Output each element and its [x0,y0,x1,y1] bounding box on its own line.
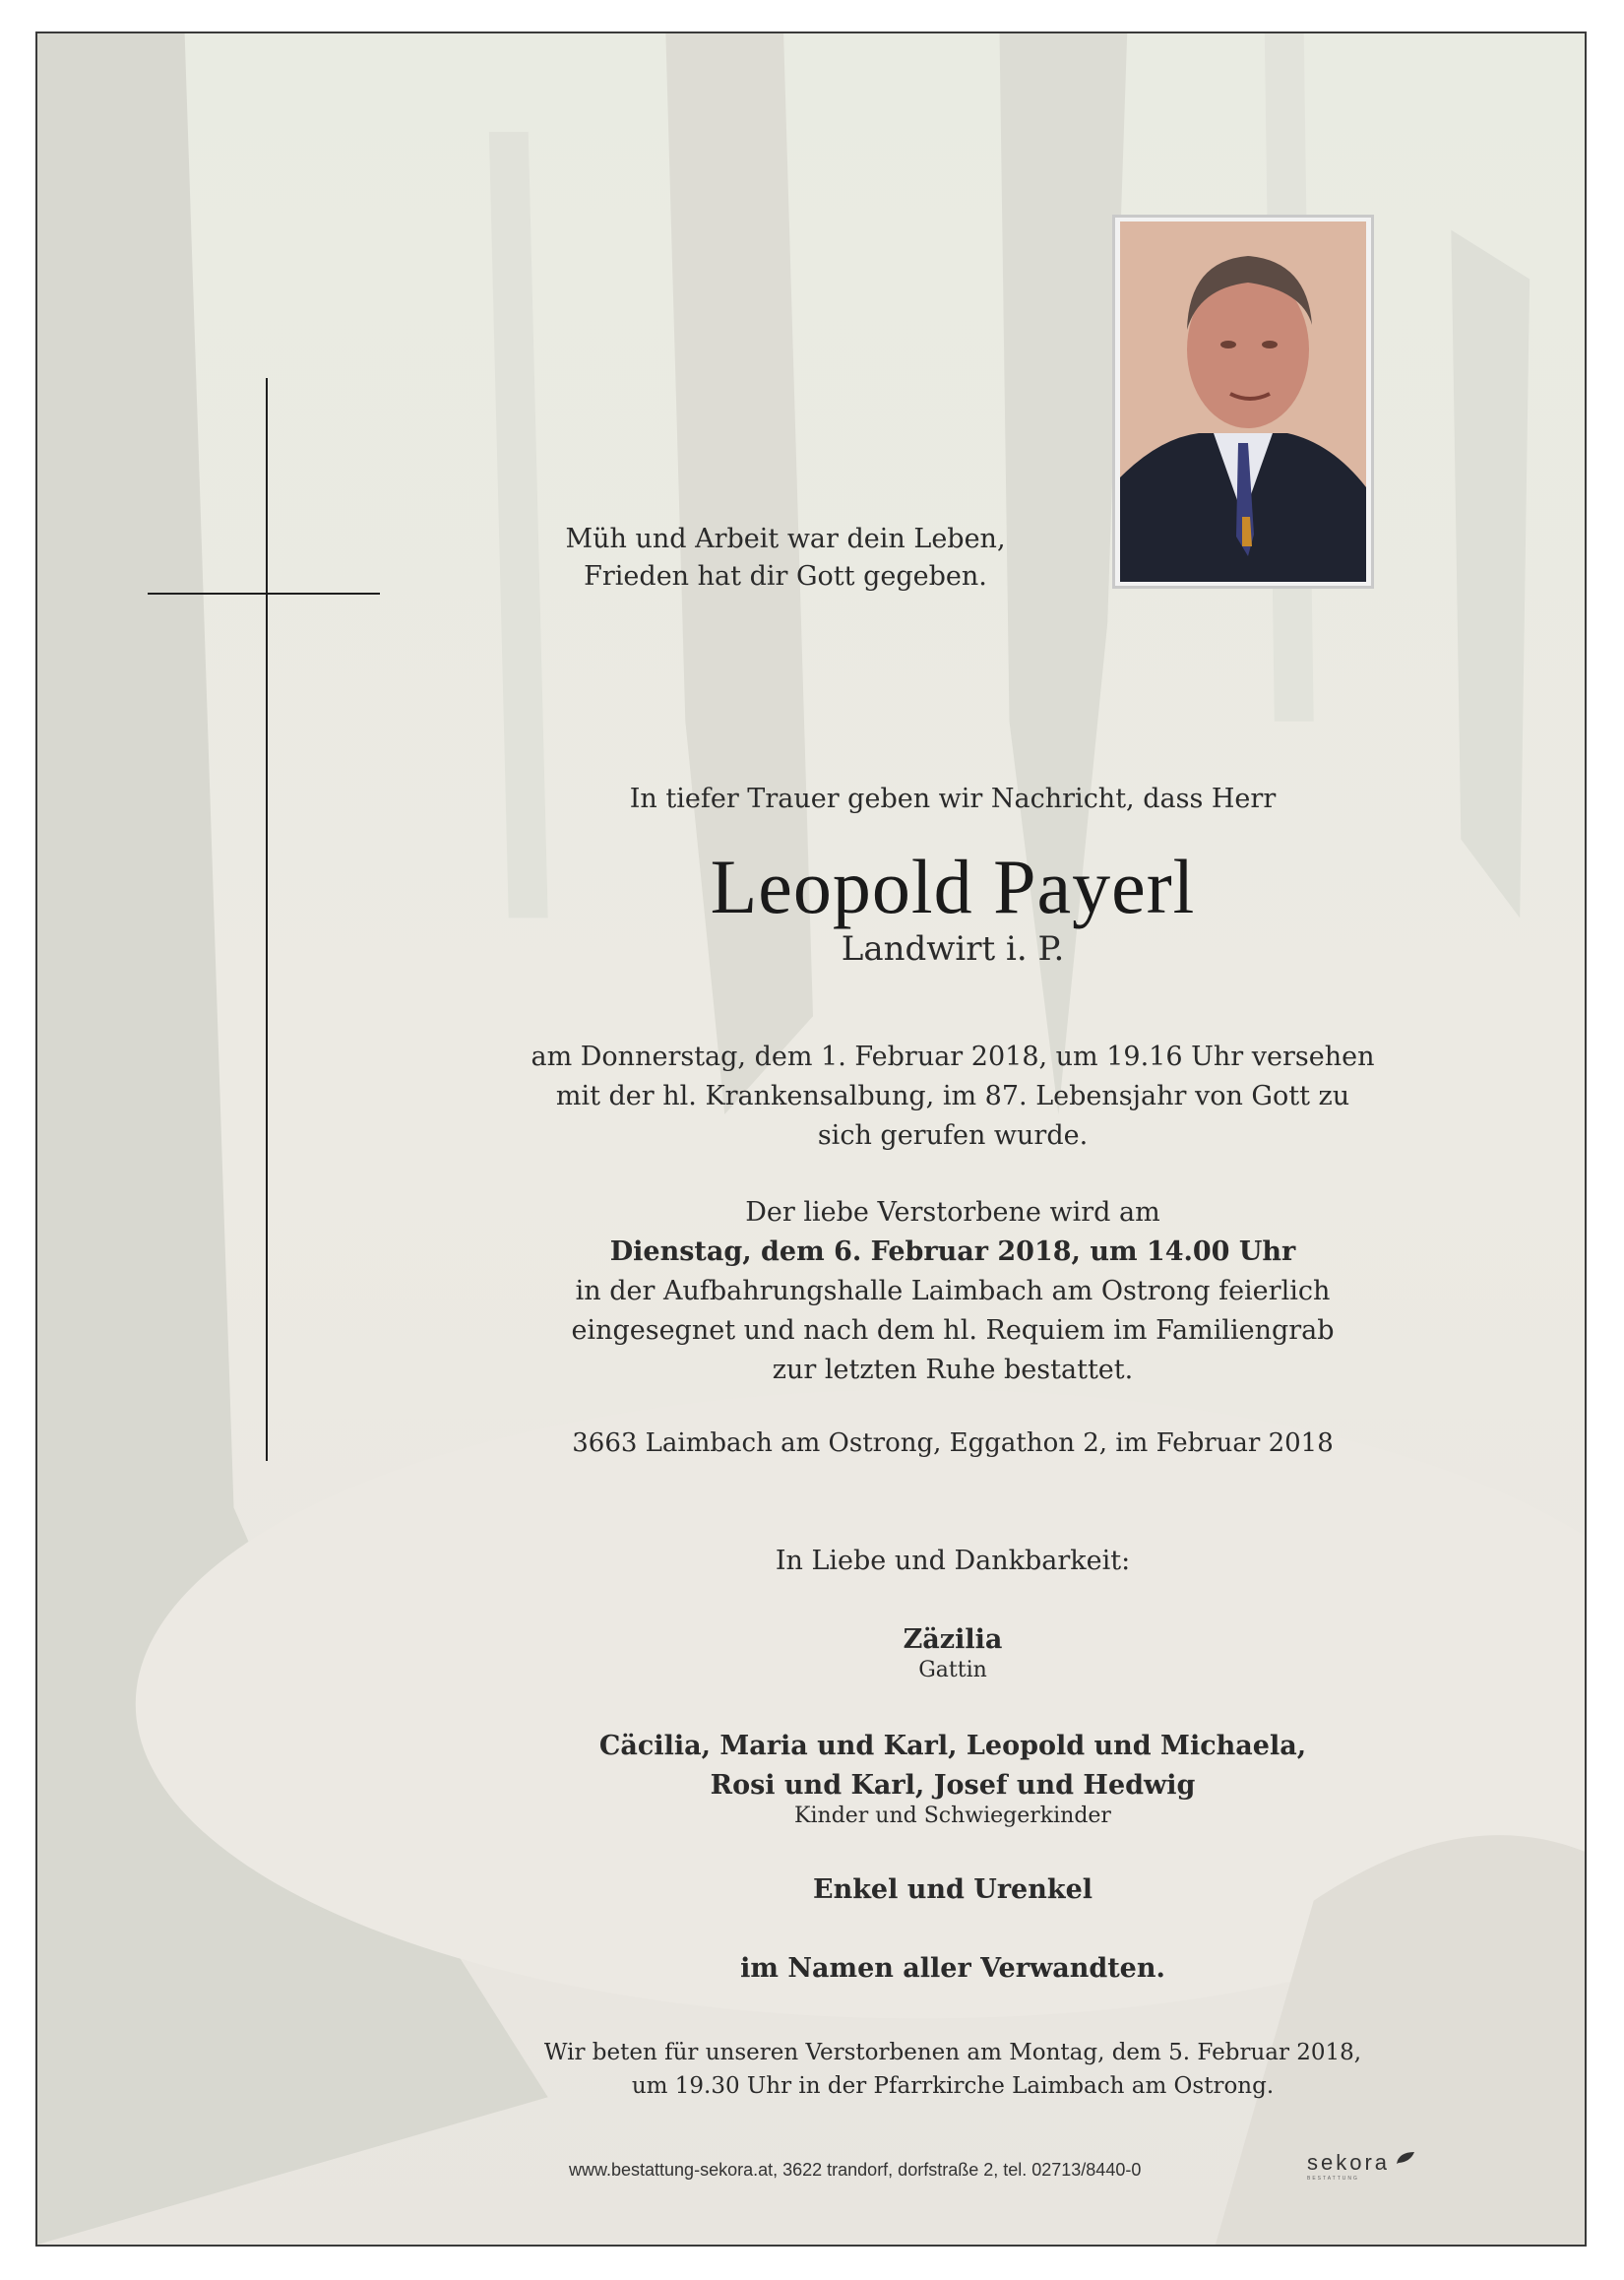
death-line-1: am Donnerstag, dem 1. Februar 2018, um 19.16 Uhr versehen [531,1042,1375,1072]
cross-horizontal-bar [148,593,380,595]
obituary-frame [35,32,1587,2247]
funeral-line-5: zur letzten Ruhe bestattet. [772,1355,1134,1385]
wife-name: Zäzilia [903,1624,1003,1655]
children-line-2: Rosi und Karl, Josef und Hedwig [710,1770,1196,1801]
deceased-title: Landwirt i. P. [841,929,1065,969]
prayer-line-1: Wir beten für unseren Verstorbenen am Montag, dem 5. Februar 2018, [543,2040,1362,2065]
funeral-notice [431,1193,1474,1390]
children-role: Kinder und Schwiegerkinder [794,1804,1111,1828]
memorial-quote [500,521,1071,596]
grandchildren: Enkel und Urenkel [812,1874,1093,1905]
funeral-line-1: Der liebe Verstorbene wird am [745,1197,1160,1228]
quote-line-1: Müh und Arbeit war dein Leben, [565,524,1006,554]
footer-contact: www.bestattung-sekora.at, 3622 trandorf, dorfstraße 2, tel. 02713/8440-0 [569,2160,1142,2180]
portrait-photo [1112,215,1374,589]
prayer-notice [431,2036,1474,2103]
deceased-name: Leopold Payerl [710,844,1196,929]
logo-tagline: BESTATTUNG [1307,2176,1359,2182]
address-line: 3663 Laimbach am Ostrong, Eggathon 2, im Februar 2018 [572,1428,1334,1458]
funeral-line-4: eingesegnet und nach dem hl. Requiem im Familiengrab [571,1315,1335,1346]
funeral-date: Dienstag, dem 6. Februar 2018, um 14.00 Uhr [609,1236,1296,1267]
funeral-line-3: in der Aufbahrungshalle Laimbach am Ostrong feierlich [575,1276,1331,1306]
wife-role: Gattin [918,1658,987,1682]
prayer-line-2: um 19.30 Uhr in der Pfarrkirche Laimbach am Ostrong. [631,2073,1275,2099]
death-line-2: mit der hl. Krankensalbung, im 87. Lebensjahr von Gott zu [555,1081,1350,1111]
quote-line-2: Frieden hat dir Gott gegeben. [584,561,987,592]
announcement-intro: In tiefer Trauer geben wir Nachricht, dass Herr [629,784,1277,814]
obituary-content [37,33,1585,2245]
death-line-3: sich gerufen wurde. [817,1120,1089,1151]
death-notice [431,1038,1474,1156]
logo-word: sekora [1307,2150,1391,2175]
portrait-illustration [1119,222,1367,582]
children-line-1: Cäcilia, Maria und Karl, Leopold und Michaela, [598,1731,1307,1761]
leaf-icon [1395,2150,1416,2166]
children-names [431,1727,1474,1805]
sekora-logo [1307,2150,1416,2182]
relatives: im Namen aller Verwandten. [740,1953,1165,1984]
mourners-intro: In Liebe und Dankbarkeit: [775,1546,1131,1576]
cross-vertical-bar [266,378,268,1461]
